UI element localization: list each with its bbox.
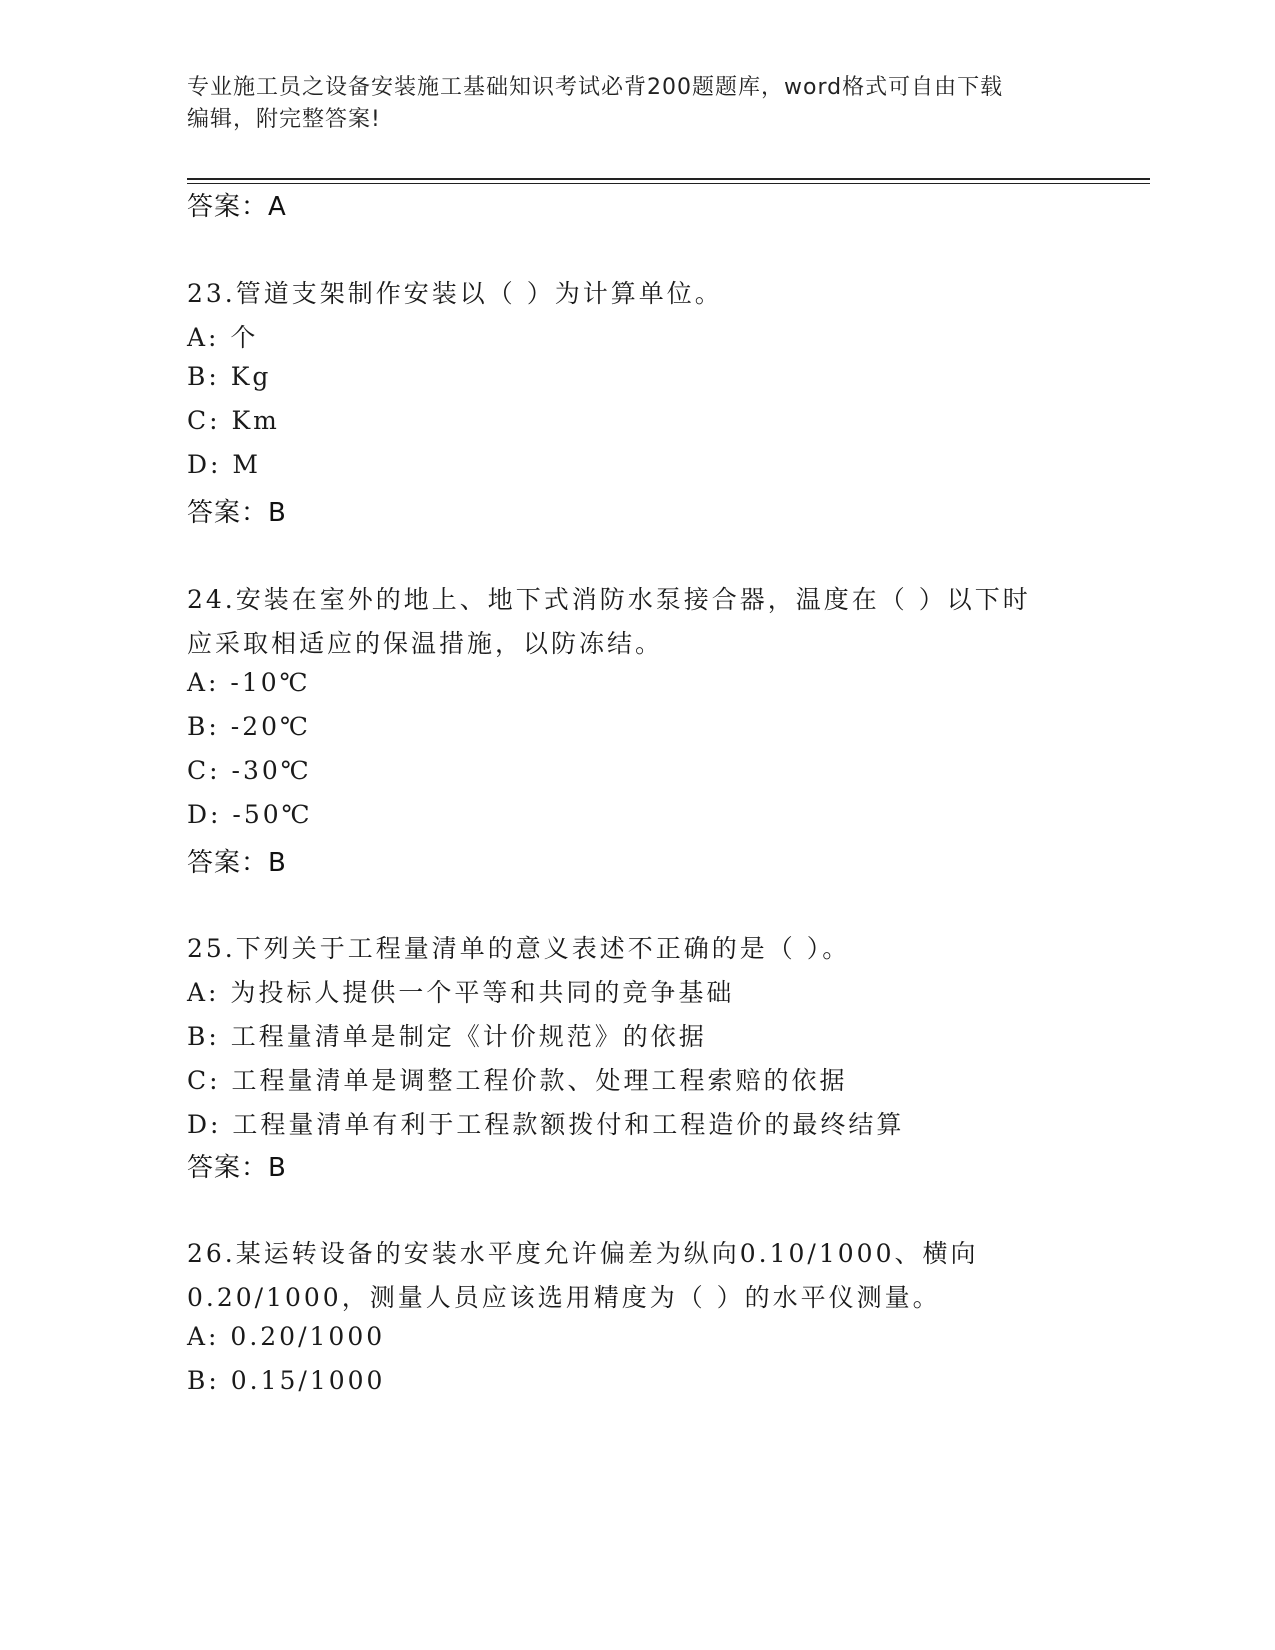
- question-26-option-b: B: 0.15/1000: [187, 1366, 386, 1395]
- question-25-option-b: B: 工程量清单是制定《计价规范》的依据: [187, 1022, 707, 1051]
- question-24-stem-line-1: 24.安装在室外的地上、地下式消防水泵接合器，温度在（ ）以下时: [187, 585, 1031, 614]
- question-24-option-a: A: -10℃: [187, 668, 311, 697]
- question-23-option-d: D: M: [187, 450, 262, 479]
- question-23-answer: 答案：B: [187, 498, 287, 528]
- question-23-option-b: B: Kg: [187, 362, 272, 391]
- question-25-stem: 25.下列关于工程量清单的意义表述不正确的是（ ）。: [187, 934, 851, 963]
- question-25-option-a: A: 为投标人提供一个平等和共同的竞争基础: [187, 978, 735, 1007]
- question-24-stem-line-2: 应采取相适应的保温措施，以防冻结。: [187, 629, 664, 658]
- question-24-option-c: C: -30℃: [187, 756, 312, 785]
- question-24-option-d: D: -50℃: [187, 800, 313, 829]
- question-25-answer: 答案：B: [187, 1153, 287, 1183]
- header-line-1: 专业施工员之设备安装施工基础知识考试必背200题题库，word格式可自由下载: [187, 75, 1004, 100]
- question-23-option-a: A: 个: [187, 323, 259, 352]
- question-26-option-a: A: 0.20/1000: [187, 1322, 386, 1351]
- question-23-stem: 23.管道支架制作安装以（ ）为计算单位。: [187, 279, 723, 308]
- question-25-option-d: D: 工程量清单有利于工程款额拨付和工程造价的最终结算: [187, 1110, 905, 1139]
- question-25-option-c: C: 工程量清单是调整工程价款、处理工程索赔的依据: [187, 1066, 848, 1095]
- question-24-option-b: B: -20℃: [187, 712, 311, 741]
- document-header: [187, 72, 1067, 136]
- header-divider-thin: [187, 183, 1150, 184]
- question-23-option-c: C: Km: [187, 406, 280, 435]
- previous-question-answer: 答案：A: [187, 192, 287, 222]
- question-26-stem-line-1: 26.某运转设备的安装水平度允许偏差为纵向0.10/1000、横向: [187, 1239, 979, 1268]
- question-26-stem-line-2: 0.20/1000，测量人员应该选用精度为（ ）的水平仪测量。: [187, 1283, 941, 1312]
- header-line-2: 编辑，附完整答案!: [187, 107, 381, 132]
- question-24-answer: 答案：B: [187, 848, 287, 878]
- header-divider-thick: [187, 178, 1150, 180]
